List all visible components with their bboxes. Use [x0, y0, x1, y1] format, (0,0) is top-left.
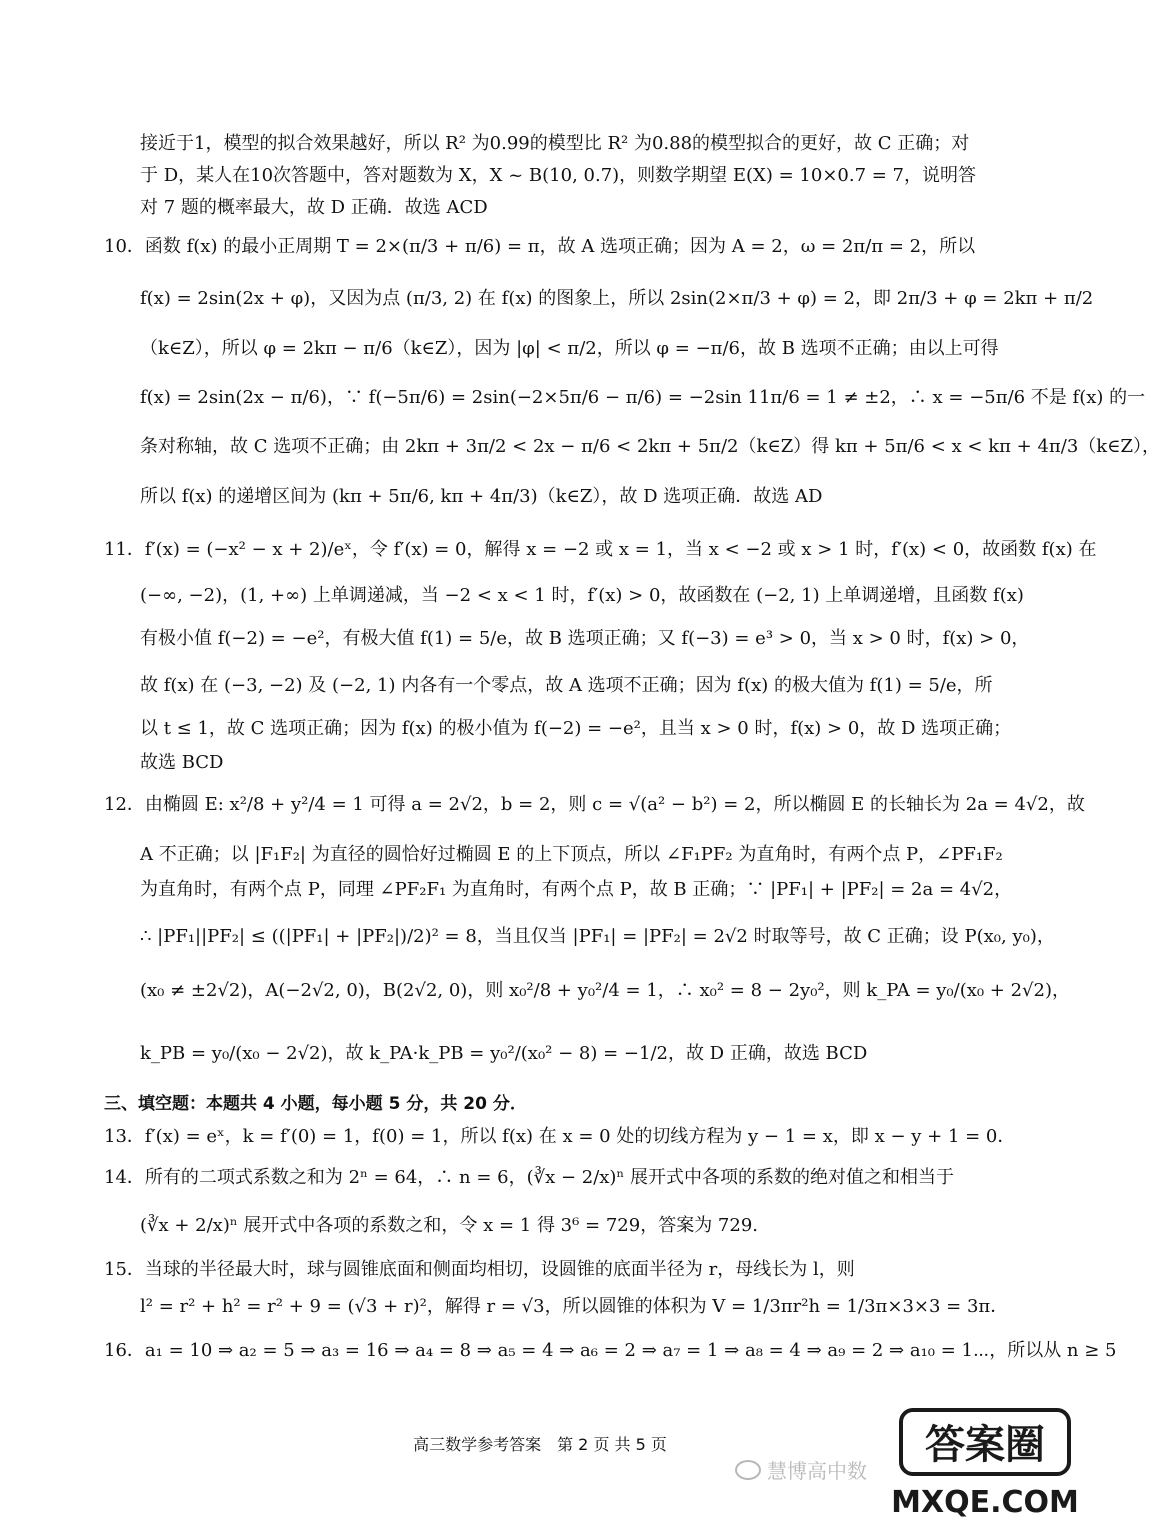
text-line: 为直角时，有两个点 P，同理 ∠PF₂F₁ 为直角时，有两个点 P，故 B 正确；∵ |PF₁| + |PF₂| = 2a = 4√2，: [140, 879, 1013, 900]
answer-13-line: 13．f′(x) = eˣ，k = f′(0) = 1，f(0) = 1，所以 f(x) 在 x = 0 处的切线方程为 y − 1 = x，即 x − y + 1 = 0．: [104, 1126, 1016, 1147]
text-line: 接近于1，模型的拟合效果越好，所以 R² 为0.99的模型比 R² 为0.88的模型拟合的更好，故 C 正确；对: [140, 133, 970, 154]
text-line: 故选 BCD: [140, 752, 224, 773]
text-line: 以 t ≤ 1，故 C 选项正确；因为 f(x) 的极小值为 f(−2) = −e²，且当 x > 0 时，f(x) > 0，故 D 选项正确；: [140, 718, 1012, 739]
answer-16-line: 16．a₁ = 10 ⇒ a₂ = 5 ⇒ a₃ = 16 ⇒ a₄ = 8 ⇒ a₅ = 4 ⇒ a₆ = 2 ⇒ a₇ = 1 ⇒ a₈ = 4 ⇒ a₉ = 2 ⇒ a₁₀ = 1⋯，所以从 n ≥ 5: [104, 1340, 1117, 1361]
watermark: [735, 1455, 867, 1484]
logo-text-top: 答案圈: [925, 1422, 1045, 1468]
text-line: (∛x + 2/x)ⁿ 展开式中各项的系数之和，令 x = 1 得 3⁶ = 729，答案为 729.: [140, 1215, 759, 1236]
answer-15-line: 15．当球的半径最大时，球与圆锥底面和侧面均相切，设圆锥的底面半径为 r，母线长为 l，则: [104, 1259, 855, 1280]
text-line: 于 D，某人在10次答题中，答对题数为 X，X ~ B(10, 0.7)，则数学期望 E(X) = 10×0.7 = 7，说明答: [140, 165, 977, 186]
text-line: l² = r² + h² = r² + 9 = (√3 + r)²，解得 r = √3，所以圆锥的体积为 V = 1/3πr²h = 1/3π×3×3 = 3π．: [140, 1296, 1009, 1317]
text-line: A 不正确；以 |F₁F₂| 为直径的圆恰好过椭圆 E 的上下顶点，所以 ∠F₁PF₂ 为直角时，有两个点 P，∠PF₁F₂: [140, 844, 1003, 865]
text-line: (−∞, −2)，(1, +∞) 上单调递减，当 −2 < x < 1 时，f′(x) > 0，故函数在 (−2, 1) 上单调递增，且函数 f(x): [140, 585, 1024, 606]
text-line: 条对称轴，故 C 选项不正确；由 2kπ + 3π/2 < 2x − π/6 < 2kπ + 5π/2（k∈Z）得 kπ + 5π/6 < x < kπ + 4π/3（k∈Z），: [140, 436, 1160, 457]
text-line: f(x) = 2sin(2x + φ)，又因为点 (π/3, 2) 在 f(x) 的图象上，所以 2sin(2×π/3 + φ) = 2，即 2π/3 + φ = 2kπ + π/2: [140, 288, 1094, 309]
watermark-text: 慧博高中数: [767, 1459, 867, 1483]
text-line: 所以 f(x) 的递增区间为 (kπ + 5π/6, kπ + 4π/3)（k∈Z），故 D 选项正确．故选 AD: [140, 486, 823, 507]
text-line: k_PB = y₀/(x₀ − 2√2)，故 k_PA·k_PB = y₀²/(x₀² − 8) = −1/2，故 D 正确，故选 BCD: [140, 1043, 868, 1064]
answer-14-line: 14．所有的二项式系数之和为 2ⁿ = 64，∴ n = 6，(∛x − 2/x)ⁿ 展开式中各项的系数的绝对值之和相当于: [104, 1167, 954, 1188]
answer-11-line: 11．f′(x) = (−x² − x + 2)/eˣ，令 f′(x) = 0，解得 x = −2 或 x = 1，当 x < −2 或 x > 1 时，f′(x) < 0，故函数 f(x) 在: [104, 539, 1097, 560]
site-logo: [891, 1402, 1079, 1522]
answer-12-line: 12．由椭圆 E: x²/8 + y²/4 = 1 可得 a = 2√2，b = 2，则 c = √(a² − b²) = 2，所以椭圆 E 的长轴长为 2a = 4√2，故: [104, 794, 1085, 815]
text-line: （k∈Z），所以 φ = 2kπ − π/6（k∈Z），因为 |φ| < π/2，所以 φ = −π/6，故 B 选项不正确；由以上可得: [140, 338, 999, 359]
text-line: 对 7 题的概率最大，故 D 正确．故选 ACD: [140, 197, 488, 218]
page-footer: 高三数学参考答案 第 2 页 共 5 页: [413, 1435, 667, 1454]
answer-10-line: 10．函数 f(x) 的最小正周期 T = 2×(π/3 + π/6) = π，故 A 选项正确；因为 A = 2，ω = 2π/π = 2，所以: [104, 236, 976, 257]
section-heading: 三、填空题：本题共 4 小题，每小题 5 分，共 20 分．: [104, 1094, 527, 1114]
text-line: (x₀ ≠ ±2√2)，A(−2√2, 0)，B(2√2, 0)，则 x₀²/8 + y₀²/4 = 1，∴ x₀² = 8 − 2y₀²，则 k_PA = y₀/(x₀ + 2√2)，: [140, 980, 1071, 1001]
logo-text-bottom: MXQE.COM: [891, 1485, 1079, 1520]
text-line: f(x) = 2sin(2x − π/6)，∵ f(−5π/6) = 2sin(−2×5π/6 − π/6) = −2sin 11π/6 = 1 ≠ ±2，∴ x = −5π/6 不是 f(x) 的一: [140, 387, 1146, 408]
text-line: ∴ |PF₁||PF₂| ≤ ((|PF₁| + |PF₂|)/2)² = 8，当且仅当 |PF₁| = |PF₂| = 2√2 时取等号，故 C 正确；设 P(x₀, y₀)，: [140, 926, 1055, 947]
text-line: 故 f(x) 在 (−3, −2) 及 (−2, 1) 内各有一个零点，故 A 选项不正确；因为 f(x) 的极大值为 f(1) = 5/e，所: [140, 675, 993, 696]
wechat-icon: [735, 1460, 761, 1480]
text-line: 有极小值 f(−2) = −e²，有极大值 f(1) = 5/e，故 B 选项正确；又 f(−3) = e³ > 0，当 x > 0 时，f(x) > 0，: [140, 628, 1030, 649]
